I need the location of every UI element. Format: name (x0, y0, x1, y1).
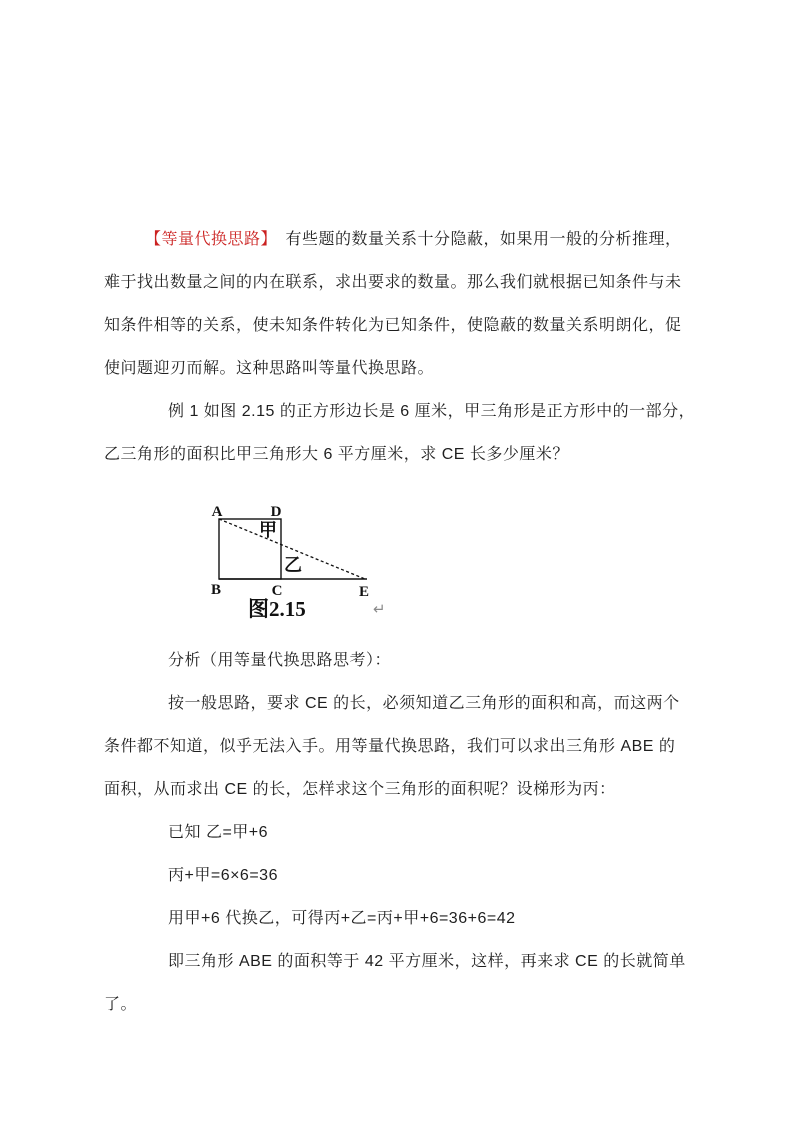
equation-line-substitution: 用甲+6 代换乙，可得丙+乙=丙+甲+6=36+6=42 (168, 910, 516, 927)
figure-region-jia: 甲 (259, 520, 277, 540)
figure-label-b: B (210, 582, 222, 598)
figure-label-c: C (271, 583, 283, 599)
text-line: 知条件相等的关系，使未知条件转化为已知条件，使隐蔽的数量关系明朗化，促 (104, 317, 682, 334)
figure-label-d: D (270, 504, 282, 520)
text-line: 按一般思路，要求 CE 的长，必须知道乙三角形的面积和高，而这两个 (168, 695, 680, 712)
paragraph-intro-line1: 有些题的数量关系十分隐蔽，如果用一般的分析推理， (269, 231, 682, 248)
conclusion-line: 即三角形 ABE 的面积等于 42 平方厘米，这样，再来求 CE 的长就简单 (168, 953, 686, 970)
text-line: 使问题迎刃而解。这种思路叫等量代换思路。 (104, 360, 435, 377)
text-line (104, 218, 704, 261)
analysis-text-block (104, 639, 704, 1026)
figure-label-e: E (358, 584, 370, 600)
equation-line-sum: 丙+甲=6×6=36 (168, 867, 278, 884)
figure-region-yi: 乙 (284, 555, 302, 575)
text-line: 乙三角形的面积比甲三角形大 6 平方厘米，求 CE 长多少厘米？ (104, 446, 569, 463)
text-line: 面积，从而求出 CE 的长，怎样求这个三角形的面积呢？设梯形为丙： (104, 781, 616, 798)
heading-equivalent-substitution: 【等量代换思路】 (145, 231, 270, 248)
intro-text-block (104, 218, 704, 476)
example-1-line: 例 1 如图 2.15 的正方形边长是 6 厘米，甲三角形是正方形中的一部分， (168, 403, 696, 420)
paragraph-return-icon: ↵ (373, 600, 386, 618)
equation-line-given: 已知 乙=甲+6 (168, 824, 269, 841)
figure-caption: 图2.15 (248, 597, 306, 621)
analysis-heading-line: 分析（用等量代换思路思考）： (168, 652, 392, 669)
figure-2-15 (195, 488, 400, 628)
figure-label-a: A (211, 504, 223, 520)
text-line: 难于找出数量之间的内在联系，求出要求的数量。那么我们就根据已知条件与未 (104, 274, 682, 291)
text-line: 条件都不知道，似乎无法入手。用等量代换思路，我们可以求出三角形 ABE 的 (104, 738, 676, 755)
text-line: 了。 (104, 996, 138, 1013)
